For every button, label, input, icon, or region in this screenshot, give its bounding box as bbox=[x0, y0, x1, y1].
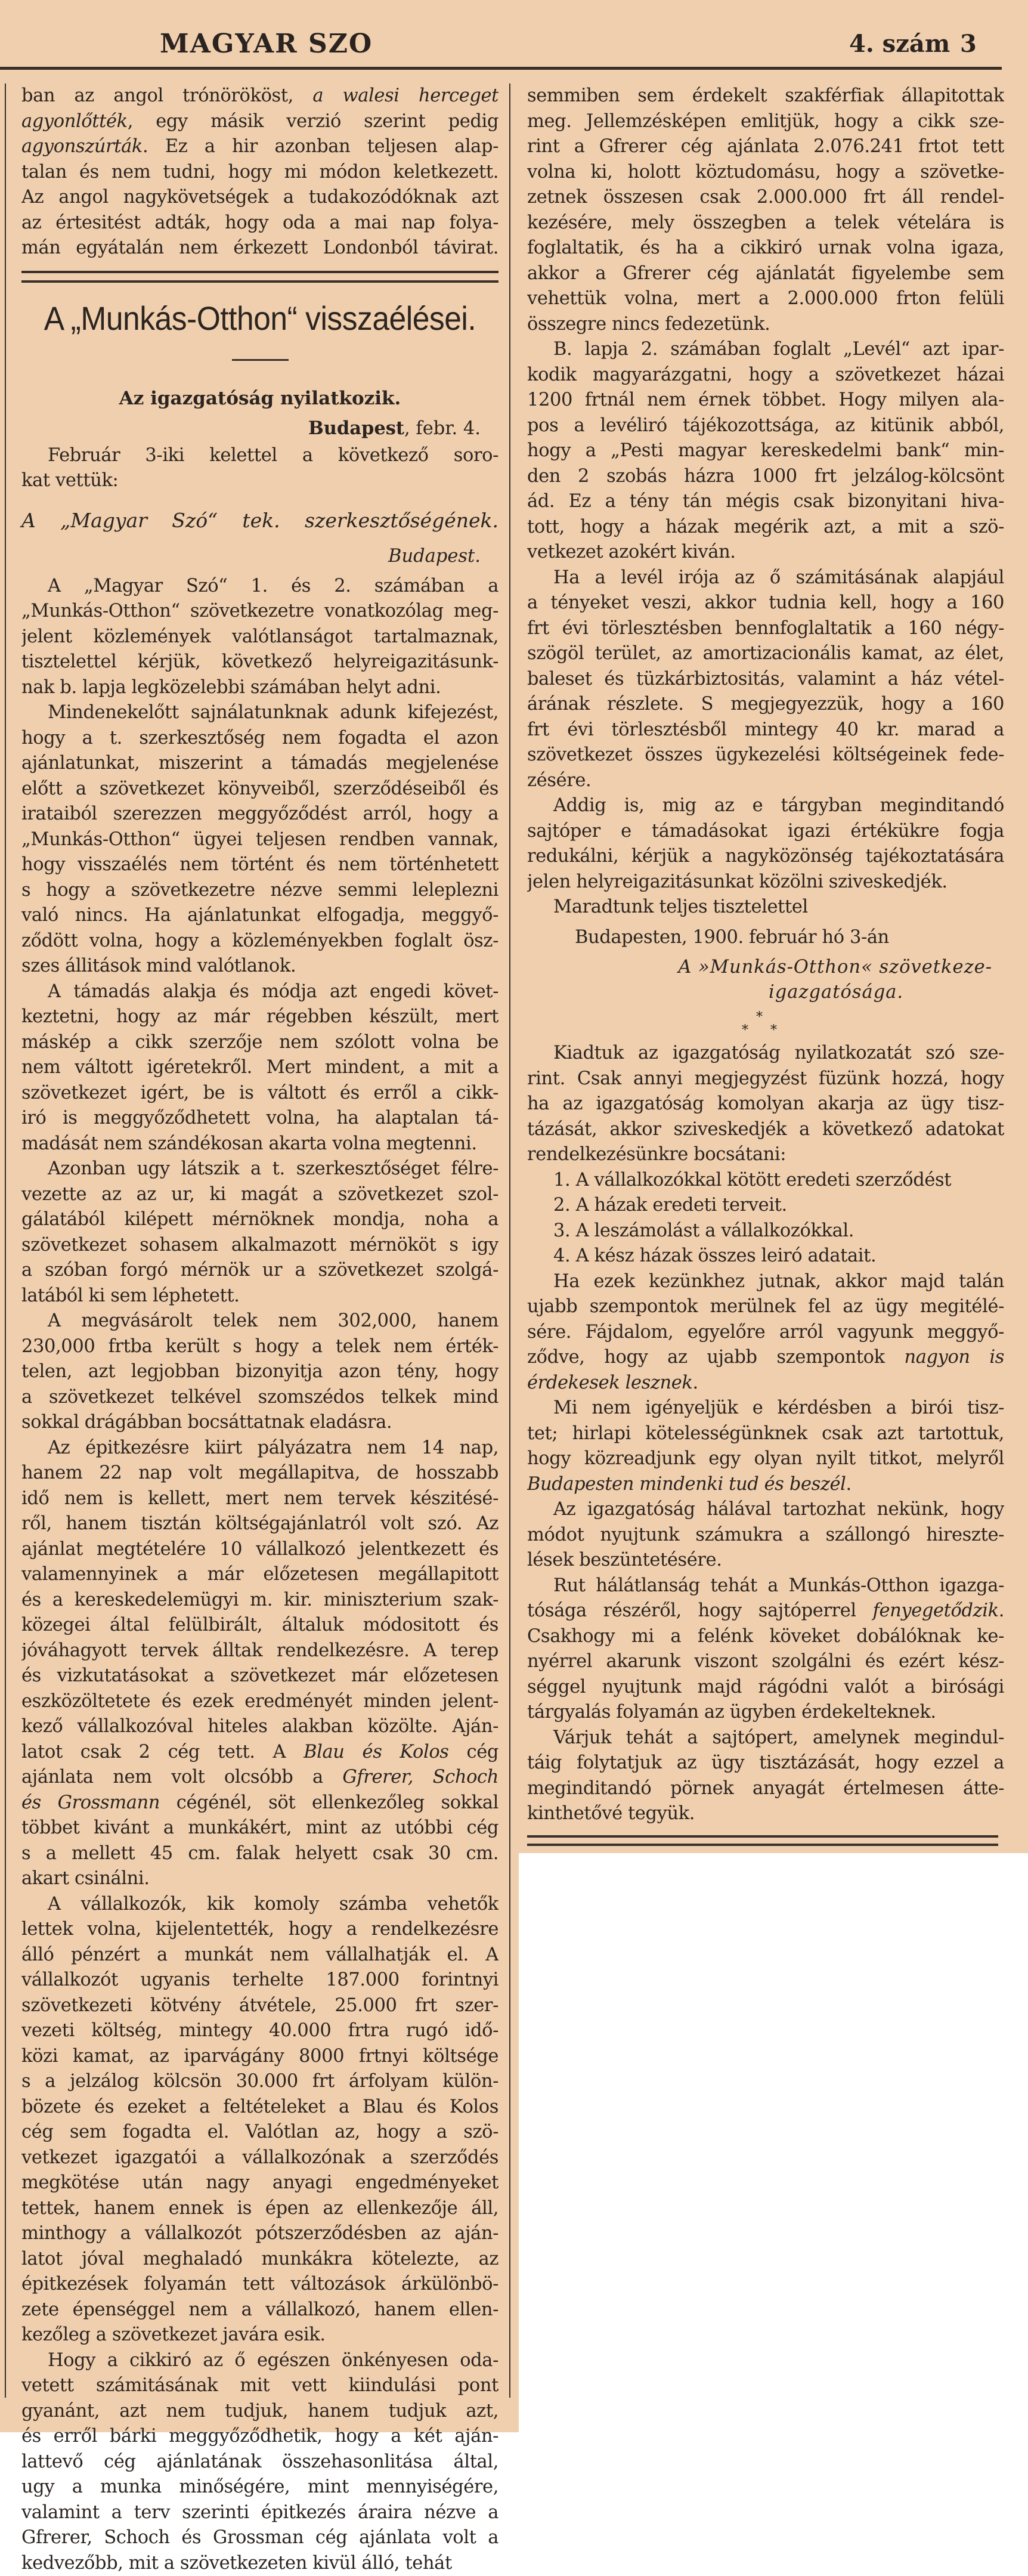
text-line: tet; hirlapi kötelességünknek csak azt tartottuk, bbox=[527, 1421, 1004, 1447]
text-line: Csakhogy mi a felénk köveket dobálóknak ke- bbox=[527, 1624, 1004, 1650]
text-line: s a jelzálog kölcsön 30.000 frt árfolyam külön- bbox=[21, 2069, 498, 2095]
text-line: közegei által felülbirált, általuk módositott és bbox=[21, 1613, 498, 1638]
text-line: kedvezőbb, mit a szövetkezeten kivül álló, tehát bbox=[21, 2551, 498, 2576]
list-item: 1. A vállalkozókkal kötött eredeti szerződést bbox=[527, 1168, 1004, 1193]
text-line: szövetkezet sohasem alkalmazott mérnököt s igy bbox=[21, 1233, 498, 1258]
text-line: kinthetővé tegyük. bbox=[527, 1801, 1004, 1827]
issue-number: 4. szám bbox=[849, 30, 950, 58]
article-headline: A „Munkás-Otthon“ visszaélései. bbox=[41, 293, 479, 344]
text-segment: talan és nem tudni, hogy mi módon keletkezett. bbox=[21, 162, 498, 183]
text-line: táig folytatjuk az ügy tisztázását, hogy ezzel a bbox=[527, 1751, 1004, 1776]
text-line: meginditandó pörnek anyagát értelmesen átte- bbox=[527, 1776, 1004, 1802]
text-line: jelent közlemények valótlanságot tartalmaznak, bbox=[21, 624, 498, 650]
text-line: „Munkás-Otthon“ szövetkezetre vonatkozólag meg- bbox=[21, 599, 498, 624]
text-line: vállalkozót ugyanis terhelte 187.000 forintnyi bbox=[21, 1968, 498, 1993]
text-line: nem váltott igéretekről. Mert mindent, a mit a bbox=[21, 1055, 498, 1081]
text-segment: a walesi herceget bbox=[312, 85, 498, 106]
asterisk: * bbox=[742, 1018, 748, 1044]
text-line: rint a Gfrerer cég ajánlata 2.076.241 frtot tett bbox=[527, 134, 1004, 160]
text-line: hanem 22 nap volt megállapitva, de hosszabb bbox=[21, 1461, 498, 1486]
text-segment: , egy másik verzió szerint pedig bbox=[128, 111, 498, 132]
text-line: Február 3-iki kelettel a következő soro- bbox=[21, 443, 498, 469]
text-line: kezőleg a szövetkezet javára esik. bbox=[21, 2323, 498, 2348]
text-line: latából ki sem léphetett. bbox=[21, 1284, 498, 1309]
text-line: A vállalkozók, kik komoly számba vehetők bbox=[21, 1892, 498, 1918]
text-line: volna ki, holott köztudomásu, hogy a szövetke- bbox=[527, 160, 1004, 185]
text-line: latot jóval meghaladó munkákra kötelezte, az bbox=[21, 2247, 498, 2272]
text-line: kezésére, mely összegben a telek vételára is bbox=[527, 211, 1004, 236]
text-line: vezeti költség, mintegy 40.000 frtra rugó idő- bbox=[21, 2018, 498, 2044]
left-column bbox=[21, 84, 498, 2576]
text-line bbox=[21, 134, 498, 160]
text-line: B. lapja 2. számában foglalt „Levél“ azt ipar- bbox=[527, 337, 1004, 363]
list-item: 2. A házak eredeti terveit. bbox=[527, 1193, 1004, 1219]
text-line: Rut hálátlanság tehát a Munkás-Otthon igazga- bbox=[527, 1573, 1004, 1599]
asterisk: * bbox=[770, 1018, 777, 1044]
text-line: és Grossmann cégénél, söt ellenkezőleg sokkal bbox=[21, 1790, 498, 1816]
text-line: nak b. lapja legközelebbi számában helyt adni. bbox=[21, 675, 498, 701]
text-line: ződve, hogy az ujabb szempontok nagyon is bbox=[527, 1345, 1004, 1371]
text-line: irataiból szerezzen meggyőződést arról, hogy a bbox=[21, 802, 498, 827]
text-line: vetkezet igazgatói a vállalkozónak a szerződés bbox=[21, 2145, 498, 2171]
text-line: 1200 frtnál nem érnek többet. Hogy milyen ala- bbox=[527, 388, 1004, 413]
closing-line: Maradtunk teljes tisztelettel bbox=[527, 895, 1004, 920]
text-line: den 2 szobás házra 1000 frt jelzálog-kölcsönt bbox=[527, 464, 1004, 490]
text-line: zésére. bbox=[527, 768, 1004, 794]
text-line: akkor a Gfrerer cég ajánlatát figyelembe sem bbox=[527, 261, 1004, 287]
text-line: eszközöltetete és ezek eredményét minden jelent- bbox=[21, 1689, 498, 1715]
text-line: Gfrerer, Schoch és Grossman cég ajánlata volt a bbox=[21, 2525, 498, 2551]
text-line: vezette az az ur, ki magát a szövetkezet szol- bbox=[21, 1182, 498, 1208]
text-line: hogy a t. szerkesztőség nem fogadta el azon bbox=[21, 726, 498, 752]
text-line: a szövetkezet telkével szomszédos telkek mind bbox=[21, 1385, 498, 1411]
text-line: érdekesek lesznek. bbox=[527, 1371, 1004, 1396]
text-line: A „Magyar Szó“ 1. és 2. számában a bbox=[21, 574, 498, 599]
text-line: frt évi törlesztésben bennfoglaltatik a 160 négy- bbox=[527, 616, 1004, 642]
list-item: 4. A kész házak összes leiró adatait. bbox=[527, 1244, 1004, 1269]
text-line: séggel nyujtunk majd rágódni valót a birósági bbox=[527, 1675, 1004, 1700]
text-line: zete épenséggel nem a vállalkozó, hanem ellen- bbox=[21, 2297, 498, 2323]
text-line: madását nem szándékosan akarta volna megtenni. bbox=[21, 1131, 498, 1157]
text-line: szövetkezet összes ügykezelési költségeinek fede- bbox=[527, 743, 1004, 768]
text-line: tott, hogy a házak megérik azt, a mit a szö- bbox=[527, 515, 1004, 540]
text-line: frt évi törlesztésből mintegy 40 kr. marad a bbox=[527, 718, 1004, 743]
text-line: sére. Fájdalom, egyelőre arról vagyunk meggyő- bbox=[527, 1320, 1004, 1346]
text-line: lattevő cég ajánlatának összehasonlitása által, bbox=[21, 2450, 498, 2475]
text-line: a szóban forgó mérnök ur a szövetkezet szolgá- bbox=[21, 1258, 498, 1284]
dateline bbox=[21, 413, 498, 443]
text-line: gyanánt, azt nem tudjuk, hanem tudjuk azt, bbox=[21, 2399, 498, 2425]
left-margin-rule bbox=[5, 84, 6, 2398]
text-line: nyérrel akarunk viszont szolgálni és ezért kész- bbox=[527, 1649, 1004, 1675]
text-line: s hogy a szövetkezetre nézve semmi leleplezni bbox=[21, 878, 498, 904]
text-segment: agyonlőtték bbox=[21, 111, 128, 132]
text-line: kodik magyarázgatni, hogy a szövetkezet házai bbox=[527, 363, 1004, 388]
text-line: való nincs. Ha ajánlatunkat elfogadja, meggyő- bbox=[21, 903, 498, 929]
letter-addressee: A „Magyar Szó“ tek. szerkesztőségének. bbox=[21, 502, 498, 539]
text-line: iró is meggyőződhetett volna, ha alaptalan tá- bbox=[21, 1106, 498, 1131]
asterism bbox=[527, 1005, 1004, 1041]
text-line: redukálni, kérjük a nagyközönség tajékoztatására bbox=[527, 844, 1004, 870]
text-line: máskép a cikk szerzője nem szólott volna be bbox=[21, 1030, 498, 1056]
column-divider bbox=[509, 84, 510, 2398]
letter-place: Budapest. bbox=[21, 539, 498, 574]
text-line: lettek volna, kijelentették, hogy a rendelkezésre bbox=[21, 1917, 498, 1943]
text-line: A támadás alakja és módja azt engedi követ- bbox=[21, 979, 498, 1005]
text-line: ajánlata nem volt olcsóbb a Gfrerer, Schoch bbox=[21, 1765, 498, 1790]
text-line: jóváhagyott tervek álltak rendelkezésre. A terep bbox=[21, 1638, 498, 1664]
text-line: semmiben sem érdekelt szakférfiak állapitottak bbox=[527, 84, 1004, 109]
section-rule bbox=[21, 271, 498, 283]
article-subheadline: Az igazgatóság nyilatkozik. bbox=[21, 384, 498, 413]
text-line: meg. Jellemzésképen emlitjük, hogy a cikk sze- bbox=[527, 109, 1004, 135]
text-line: zetnek összesen csak 2.000.000 frt áll rendel- bbox=[527, 185, 1004, 211]
text-line: álló pénzért a munkát nem vállalhatják el. A bbox=[21, 1943, 498, 1968]
text-line bbox=[21, 236, 498, 261]
text-line: jelen helyreigazitásunkat közölni sziveskedjék. bbox=[527, 870, 1004, 895]
text-line bbox=[21, 109, 498, 135]
text-line: szes állitások mind valótlanok. bbox=[21, 954, 498, 979]
text-line: minthogy a vállalkozót pótszerződésben az aján- bbox=[21, 2221, 498, 2247]
text-line: ha az igazgatóság komolyan akarja az ügy tisz- bbox=[527, 1091, 1004, 1117]
text-line: épitkezések folyamán tett változások árkülönbö- bbox=[21, 2272, 498, 2297]
text-segment: . Ez a hir azonban teljesen alap- bbox=[143, 136, 498, 157]
text-line: összegre nincs fedezetünk. bbox=[527, 312, 1004, 338]
text-line: ről, hanem tisztán költségajánlatról volt szó. Az bbox=[21, 1511, 498, 1537]
right-column bbox=[527, 84, 1004, 1846]
text-line: módot nyujtunk számukra a szállongó hireszte- bbox=[527, 1523, 1004, 1548]
text-line: Azonban ugy látszik a t. szerkesztőséget félre- bbox=[21, 1156, 498, 1182]
text-line: keztetni, hogy az már régebben készült, mert bbox=[21, 1004, 498, 1030]
text-line: Az épitkezésre kiirt pályázatra nem 14 nap, bbox=[21, 1436, 498, 1461]
newspaper-title: MAGYAR SZO bbox=[160, 29, 373, 59]
text-line: és erről bárki meggyőződhetik, hogy a két aján- bbox=[21, 2424, 498, 2450]
text-line: vetett számitásának mit vett kiindulási pont bbox=[21, 2373, 498, 2399]
text-line: hogy visszaélés nem történt és nem történhetett bbox=[21, 852, 498, 878]
end-rule bbox=[527, 1835, 998, 1846]
text-line: tisztelettel kérjük, következő helyreigazitásunk- bbox=[21, 650, 498, 675]
text-line: Az igazgatóság hálával tartozhat nekünk, hogy bbox=[527, 1497, 1004, 1523]
text-line: vetkezet azokért kiván. bbox=[527, 540, 1004, 565]
text-line: gálatából kilépett mérnöknek mondja, noha a bbox=[21, 1207, 498, 1233]
text-line: idő nem is kellett, mert nem tervek készitésé- bbox=[21, 1486, 498, 1512]
signature-line: A »Munkás-Otthon« szövetkeze- bbox=[527, 955, 1004, 980]
asterisk: * bbox=[756, 1005, 763, 1031]
text-line: és a kereskedelemügyi m. kir. miniszterium szak- bbox=[21, 1588, 498, 1613]
text-line: akart csinálni. bbox=[21, 1866, 498, 1892]
text-line: kező vállalkozóval hiteles alakban közölte. Aján- bbox=[21, 1714, 498, 1740]
text-line: sajtóper e támadásokat igazi értékükre fogja bbox=[527, 819, 1004, 845]
text-line: sokkal drágábban bocsáttatnak eladásra. bbox=[21, 1410, 498, 1436]
text-line: Mindenekelőtt sajnálatunknak adunk kifejezést, bbox=[21, 700, 498, 726]
text-line: vehettük volna, mert a 2.000.000 frton felüli bbox=[527, 286, 1004, 312]
text-line: telen, azt legjobban bizonyitja azon tény, hogy bbox=[21, 1359, 498, 1385]
text-line: ajánlat megtételére 10 vállalkozó jelentkezett és bbox=[21, 1537, 498, 1563]
text-segment: agyonszúrták bbox=[21, 136, 143, 157]
text-line: Kiadtuk az igazgatóság nyilatkozatát szó sze- bbox=[527, 1041, 1004, 1066]
text-line: hogy közreadjunk egy olyan nyilt titkot, melyről bbox=[527, 1446, 1004, 1472]
text-line: valamint a terv szerinti épitkezés áraira nézve a bbox=[21, 2500, 498, 2526]
text-line: hogy a „Pesti magyar kereskedelmi bank“ min- bbox=[527, 438, 1004, 464]
text-line: előtt a szövetkezet könyveiből, szerződéseiből és bbox=[21, 777, 498, 802]
text-line: kat vettük: bbox=[21, 468, 498, 494]
text-line: megkötése után nagy anyagi engedményeket bbox=[21, 2170, 498, 2196]
text-line: tázását, akkor sziveskedjék a következő adatokat bbox=[527, 1117, 1004, 1143]
text-line: ujabb szempontok merülnek fel az ügy megitélé- bbox=[527, 1294, 1004, 1320]
text-line: Addig is, mig az e tárgyban meginditandó bbox=[527, 793, 1004, 819]
text-line: a tényeket veszi, akkor tudnia kell, hogy a 160 bbox=[527, 590, 1004, 616]
header-rule bbox=[0, 67, 1002, 70]
text-line: latot csak 2 cég tett. A Blau és Kolos cég bbox=[21, 1740, 498, 1765]
text-line: foglaltatik, és ha a cikkiró urnak volna igaza, bbox=[527, 236, 1004, 261]
text-line: szövetkezeti kötvény átvétele, 25.000 frt szer- bbox=[21, 1993, 498, 2019]
headline-rule bbox=[232, 359, 289, 361]
place-date-line: Budapesten, 1900. február hó 3-án bbox=[527, 925, 1004, 951]
text-line: és vizkutatásokat a szövetkezet már előzetesen bbox=[21, 1663, 498, 1689]
text-line: lések beszüntetésére. bbox=[527, 1548, 1004, 1573]
text-line: Ha ezek kezünkhez jutnak, akkor majd talán bbox=[527, 1269, 1004, 1295]
text-line bbox=[21, 160, 498, 185]
text-line: A megvásárolt telek nem 302,000, hanem bbox=[21, 1309, 498, 1334]
text-line: cég sem fogadta el. Valótlan az, hogy a szö- bbox=[21, 2120, 498, 2145]
text-line: szövetkezet igért, be is váltott és erről a cikk- bbox=[21, 1081, 498, 1106]
text-line bbox=[21, 211, 498, 236]
text-line: Ha a levél irója az ő számitásának alapjául bbox=[527, 565, 1004, 591]
text-line: Mi nem igényeljük e kérdésben a birói tisz- bbox=[527, 1396, 1004, 1421]
text-line: ződött volna, hogy a közleményekben foglalt ösz- bbox=[21, 929, 498, 954]
text-line: rendelkezésünkre bocsátani: bbox=[527, 1142, 1004, 1168]
text-line: tárgyalás folyamán az ügyben érdekelteknek. bbox=[527, 1700, 1004, 1725]
text-line: rint. Csak annyi megjegyzést füzünk hozzá, hogy bbox=[527, 1066, 1004, 1092]
text-line bbox=[21, 84, 498, 109]
text-line: ád. Ez a tény tán mégis csak bizonyitani hiva- bbox=[527, 489, 1004, 515]
text-line: bözete és ezeket a feltételeket a Blau és Kolos bbox=[21, 2095, 498, 2120]
spacer bbox=[527, 920, 1004, 925]
signature-line: igazgatósága. bbox=[527, 980, 1004, 1005]
text-line: ugy a munka minőségére, mint mennyiségére, bbox=[21, 2475, 498, 2500]
text-line: tettek, hanem ennek is épen az ellenkezője áll, bbox=[21, 2196, 498, 2222]
text-line: s a mellett 45 cm. falak helyett csak 30 cm. bbox=[21, 1841, 498, 1867]
text-line: árának részlete. S megjegyezzük, hogy a 160 bbox=[527, 692, 1004, 718]
text-segment: mán egyátalán nem érkezett Londonból távirat. bbox=[21, 237, 498, 258]
text-line: „Munkás-Otthon“ ügyei teljesen rendben vannak, bbox=[21, 827, 498, 853]
masthead bbox=[0, 24, 1028, 66]
text-line: baleset és tüzkárbiztositás, valamint a ház vétel- bbox=[527, 667, 1004, 692]
text-segment: ban az angol trónörököst, bbox=[21, 85, 312, 106]
text-segment: az értesitést adták, hogy oda a mai nap folya- bbox=[21, 212, 498, 233]
text-line: szögöl terület, az amortizacionális kamat, az élet, bbox=[527, 641, 1004, 667]
text-line: többet kivánt a munkákért, mint az utóbbi cég bbox=[21, 1816, 498, 1841]
text-line: Várjuk tehát a sajtópert, amelynek megindul- bbox=[527, 1725, 1004, 1751]
text-line bbox=[21, 185, 498, 211]
text-line: valamennyinek a már előzetesen megállapitott bbox=[21, 1562, 498, 1588]
text-line: Hogy a cikkiró az ő egészen önkényesen oda- bbox=[21, 2348, 498, 2374]
page-number: 3 bbox=[960, 30, 977, 58]
text-line: pos a levéliró tájékozottsága, az kitünik abból, bbox=[527, 413, 1004, 439]
list-item: 3. A leszámolást a vállalkozókkal. bbox=[527, 1219, 1004, 1244]
text-line: 230,000 frtba került s hogy a telek nem érték- bbox=[21, 1334, 498, 1360]
text-line: Budapesten mindenki tud és beszél. bbox=[527, 1472, 1004, 1498]
spacer bbox=[527, 950, 1004, 955]
text-line: közi kamat, az iparvágány 8000 frtnyi költsége bbox=[21, 2044, 498, 2070]
text-line: tósága részéről, hogy sajtóperrel fenyegetődzik. bbox=[527, 1598, 1004, 1624]
text-segment: Az angol nagykövetségek a tudakozódóknak azt bbox=[21, 187, 498, 208]
text-line: ajánlatunkat, miszerint a támadás megjelenése bbox=[21, 751, 498, 777]
dateline-place: Budapest bbox=[308, 418, 404, 439]
dateline-date: , febr. 4. bbox=[404, 418, 481, 439]
